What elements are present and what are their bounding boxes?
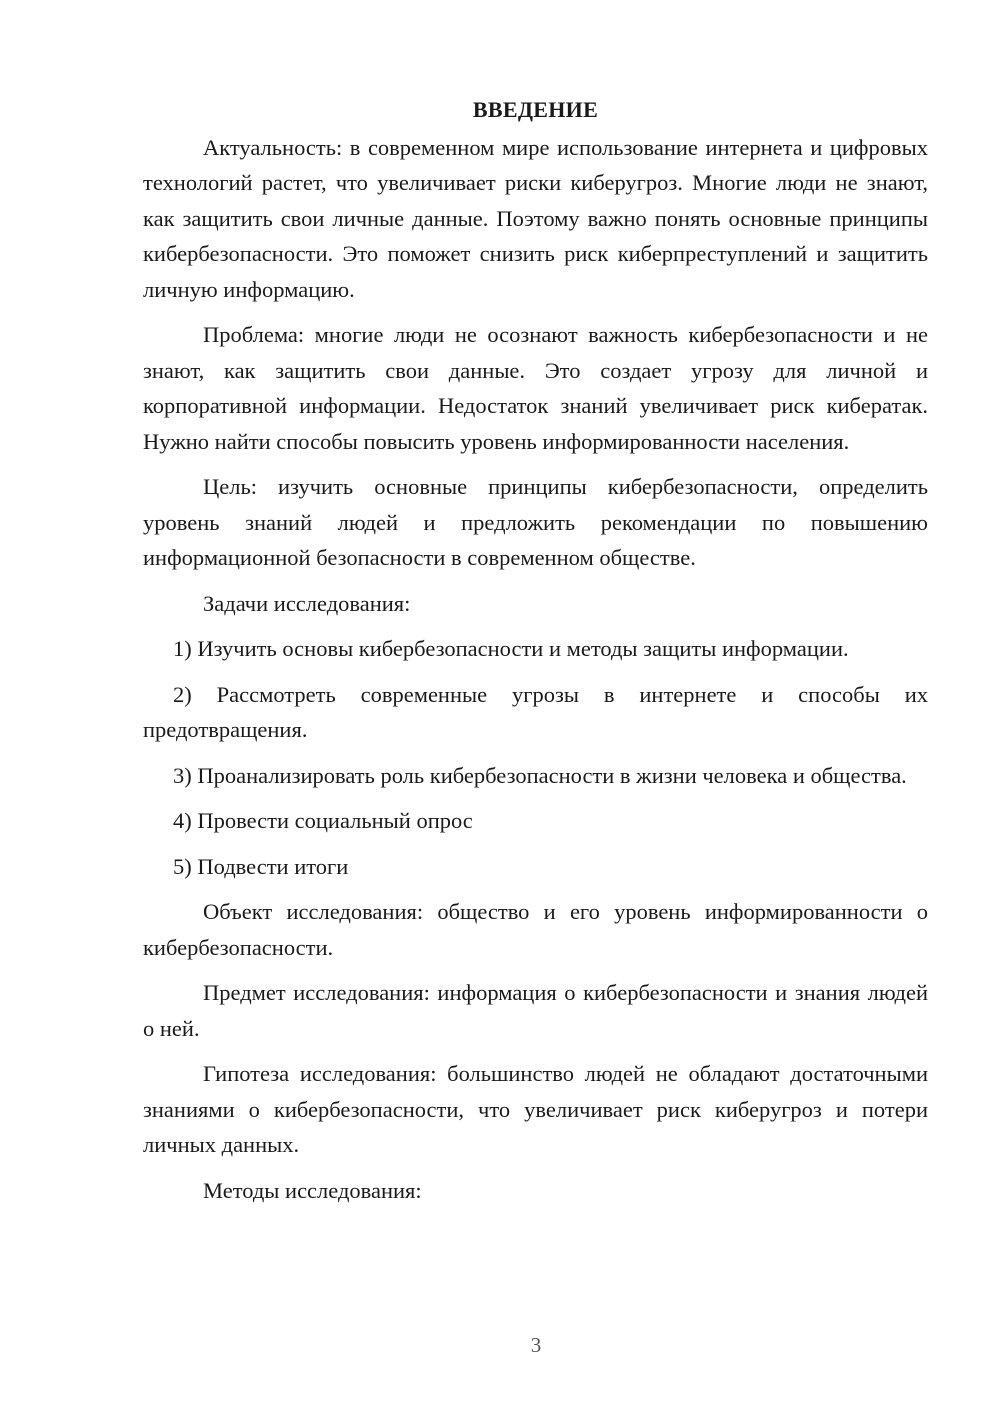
tasks-heading: Задачи исследования: (203, 590, 411, 616)
task-item-1: 1) Изучить основы кибербезопасности и методы защиты информации. (173, 636, 849, 661)
page-title: ВВЕДЕНИЕ (472, 97, 599, 122)
paragraph-relevance: Актуальность: в современном мире использование интернета и цифровых технологий растет, что увеличивает риски киберугроз. Многие люди не знают, как защитить свои личные данные. Поэтому важно понять основные принципы кибербезопасности. Это поможет снизить риск киберпреступлений и защитить личную информацию. (143, 134, 928, 302)
paragraph-subject: Предмет исследования: информация о кибербезопасности и знания людей о ней. (143, 980, 928, 1041)
methods-heading: Методы исследования: (203, 1177, 422, 1203)
paragraph-hypothesis: Гипотеза исследования: большинство людей не обладают достаточными знаниями о кибербезопасности, что увеличивает риск киберугроз и потери личных данных. (143, 1061, 928, 1157)
task-item-3: 3) Проанализировать роль кибербезопасности в жизни человека и общества. (173, 762, 907, 788)
page-content (143, 92, 928, 1218)
paragraph-goal: Цель: изучить основные принципы кибербезопасности, определить уровень знаний людей и предложить рекомендации по повышению информационной безопасности в современном обществе. (143, 474, 928, 570)
page-number: 3 (530, 1333, 542, 1357)
task-item-2: 2) Рассмотреть современные угрозы в интернете и способы их предотвращения. (143, 681, 928, 742)
task-item-4: 4) Провести социальный опрос (173, 808, 473, 833)
paragraph-object: Объект исследования: общество и его уровень информированности о кибербезопасности. (143, 899, 928, 960)
paragraph-problem: Проблема: многие люди не осознают важность кибербезопасности и не знают, как защитить свои данные. Это создает угрозу для личной и корпоративной информации. Недостаток знаний увеличивает риск кибератак. Нужно найти способы повысить уровень информированности населения. (143, 322, 928, 454)
task-item-5: 5) Подвести итоги (173, 853, 349, 879)
